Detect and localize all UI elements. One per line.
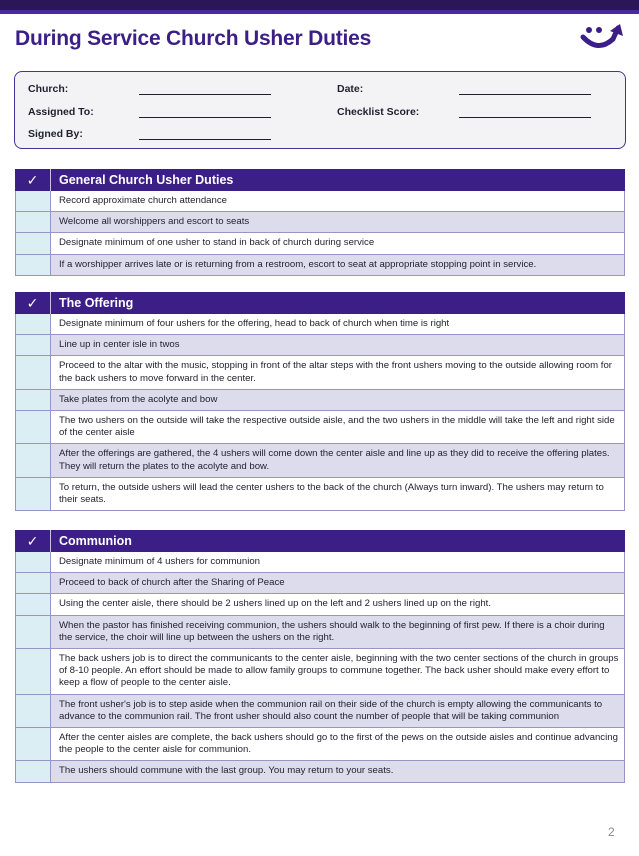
- checklist-row: [15, 255, 625, 276]
- checklist-item-text: After the center aisles are complete, the back ushers should go to the first of the pews on the outside aisles and continue advancing the people to the center aisle for communion.: [51, 728, 625, 760]
- smile-arrow-logo-icon: [580, 23, 626, 53]
- checklist-row: [15, 761, 625, 782]
- checkbox[interactable]: [15, 552, 51, 572]
- checkbox[interactable]: [15, 191, 51, 211]
- checklist-row: [15, 444, 625, 477]
- checklist-item-text: To return, the outside ushers will lead the center ushers to the back of the church (Always turn inward). The ushers may return to their seats.: [51, 478, 625, 510]
- checklist-row: [15, 616, 625, 649]
- checklist-item-text: Designate minimum of four ushers for the offering, head to back of church when time is right: [51, 314, 625, 334]
- checklist-item-text: If a worshipper arrives late or is returning from a restroom, escort to seat at appropriate stopping point in service.: [51, 255, 625, 275]
- date-label: Date:: [337, 83, 364, 95]
- section-header: [15, 530, 625, 552]
- section-header: [15, 292, 625, 314]
- checkbox[interactable]: [15, 728, 51, 760]
- checkmark-icon: ✓: [15, 530, 51, 552]
- checklist-row: [15, 573, 625, 594]
- checkbox[interactable]: [15, 444, 51, 476]
- checklist-row: [15, 356, 625, 389]
- checkmark-icon: ✓: [15, 169, 51, 191]
- page-number: 2: [608, 825, 615, 839]
- checkbox[interactable]: [15, 233, 51, 253]
- checkbox[interactable]: [15, 616, 51, 648]
- section-title: General Church Usher Duties: [59, 173, 234, 187]
- checklist-score-label: Checklist Score:: [337, 106, 420, 118]
- checklist-row: [15, 478, 625, 511]
- checklist-item-text: The two ushers on the outside will take the respective outside aisle, and the two ushers in the middle will take the left and right side of the center aisle: [51, 411, 625, 443]
- checklist-row: [15, 233, 625, 254]
- checklist-row: [15, 728, 625, 761]
- church-label: Church:: [28, 83, 69, 95]
- checklist-row: [15, 191, 625, 212]
- page-title: During Service Church Usher Duties: [15, 27, 372, 50]
- checklist-item-text: The back ushers job is to direct the communicants to the center aisle, beginning with the two center sections of the church in groups of 8-10 people. An effort should be made to allow family groups to commune together. The back usher should make every effort to keep a flow of people to the center aisle.: [51, 649, 625, 694]
- checkbox[interactable]: [15, 649, 51, 694]
- checklist-score-field[interactable]: [459, 117, 591, 118]
- checklist-item-text: Proceed to back of church after the Sharing of Peace: [51, 573, 625, 593]
- checkbox[interactable]: [15, 573, 51, 593]
- checkbox[interactable]: [15, 212, 51, 232]
- assigned-to-field[interactable]: [139, 117, 271, 118]
- section-offering: [15, 292, 625, 511]
- checklist-row: [15, 335, 625, 356]
- signed-by-field[interactable]: [139, 139, 271, 140]
- checklist-item-text: Designate minimum of one usher to stand in back of church during service: [51, 233, 625, 253]
- checklist-item-text: When the pastor has finished receiving communion, the ushers should walk to the beginning of first pew. If there is a choir during the service, the choir will line up between the ushers on the right.: [51, 616, 625, 648]
- checklist-item-text: Line up in center isle in twos: [51, 335, 625, 355]
- checklist-item-text: The ushers should commune with the last group. You may return to your seats.: [51, 761, 625, 781]
- section-communion: [15, 530, 625, 783]
- checklist-row: [15, 212, 625, 233]
- checkbox[interactable]: [15, 478, 51, 510]
- checkbox[interactable]: [15, 761, 51, 781]
- section-general-duties: [15, 169, 625, 276]
- checkbox[interactable]: [15, 411, 51, 443]
- checklist-item-text: Take plates from the acolyte and bow: [51, 390, 625, 410]
- section-header: [15, 169, 625, 191]
- checklist-item-text: After the offerings are gathered, the 4 ushers will come down the center aisle and line up as they did to receive the offering plates. They will return the plates to the acolyte and bow.: [51, 444, 625, 476]
- signed-by-label: Signed By:: [28, 128, 83, 140]
- checklist-row: [15, 552, 625, 573]
- checkbox[interactable]: [15, 255, 51, 275]
- checkbox[interactable]: [15, 356, 51, 388]
- checklist-row: [15, 411, 625, 444]
- section-title: The Offering: [59, 296, 134, 310]
- info-panel: [14, 71, 626, 149]
- church-field[interactable]: [139, 94, 271, 95]
- checklist-row: [15, 649, 625, 695]
- checklist-row: [15, 314, 625, 335]
- checklist-row: [15, 390, 625, 411]
- checklist-row: [15, 695, 625, 728]
- checkbox[interactable]: [15, 314, 51, 334]
- checklist-item-text: Using the center aisle, there should be 2 ushers lined up on the left and 2 ushers lined up on the right.: [51, 594, 625, 614]
- checklist-item-text: Proceed to the altar with the music, stopping in front of the altar steps with the front ushers moving to the outside allowing room for the back ushers to move forward in the center.: [51, 356, 625, 388]
- checkmark-icon: ✓: [15, 292, 51, 314]
- checkbox[interactable]: [15, 695, 51, 727]
- date-field[interactable]: [459, 94, 591, 95]
- checklist-row: [15, 594, 625, 615]
- section-title: Communion: [59, 534, 132, 548]
- checklist-item-text: Record approximate church attendance: [51, 191, 625, 211]
- checklist-item-text: The front usher's job is to step aside when the communion rail on their side of the church is empty allowing the communicants to advance to the communion rail. The front usher should also count the number of people that will be taking communion: [51, 695, 625, 727]
- checkbox[interactable]: [15, 390, 51, 410]
- checkbox[interactable]: [15, 335, 51, 355]
- checkbox[interactable]: [15, 594, 51, 614]
- top-bar: [0, 0, 639, 14]
- checklist-item-text: Welcome all worshippers and escort to seats: [51, 212, 625, 232]
- assigned-to-label: Assigned To:: [28, 106, 94, 118]
- checklist-item-text: Designate minimum of 4 ushers for communion: [51, 552, 625, 572]
